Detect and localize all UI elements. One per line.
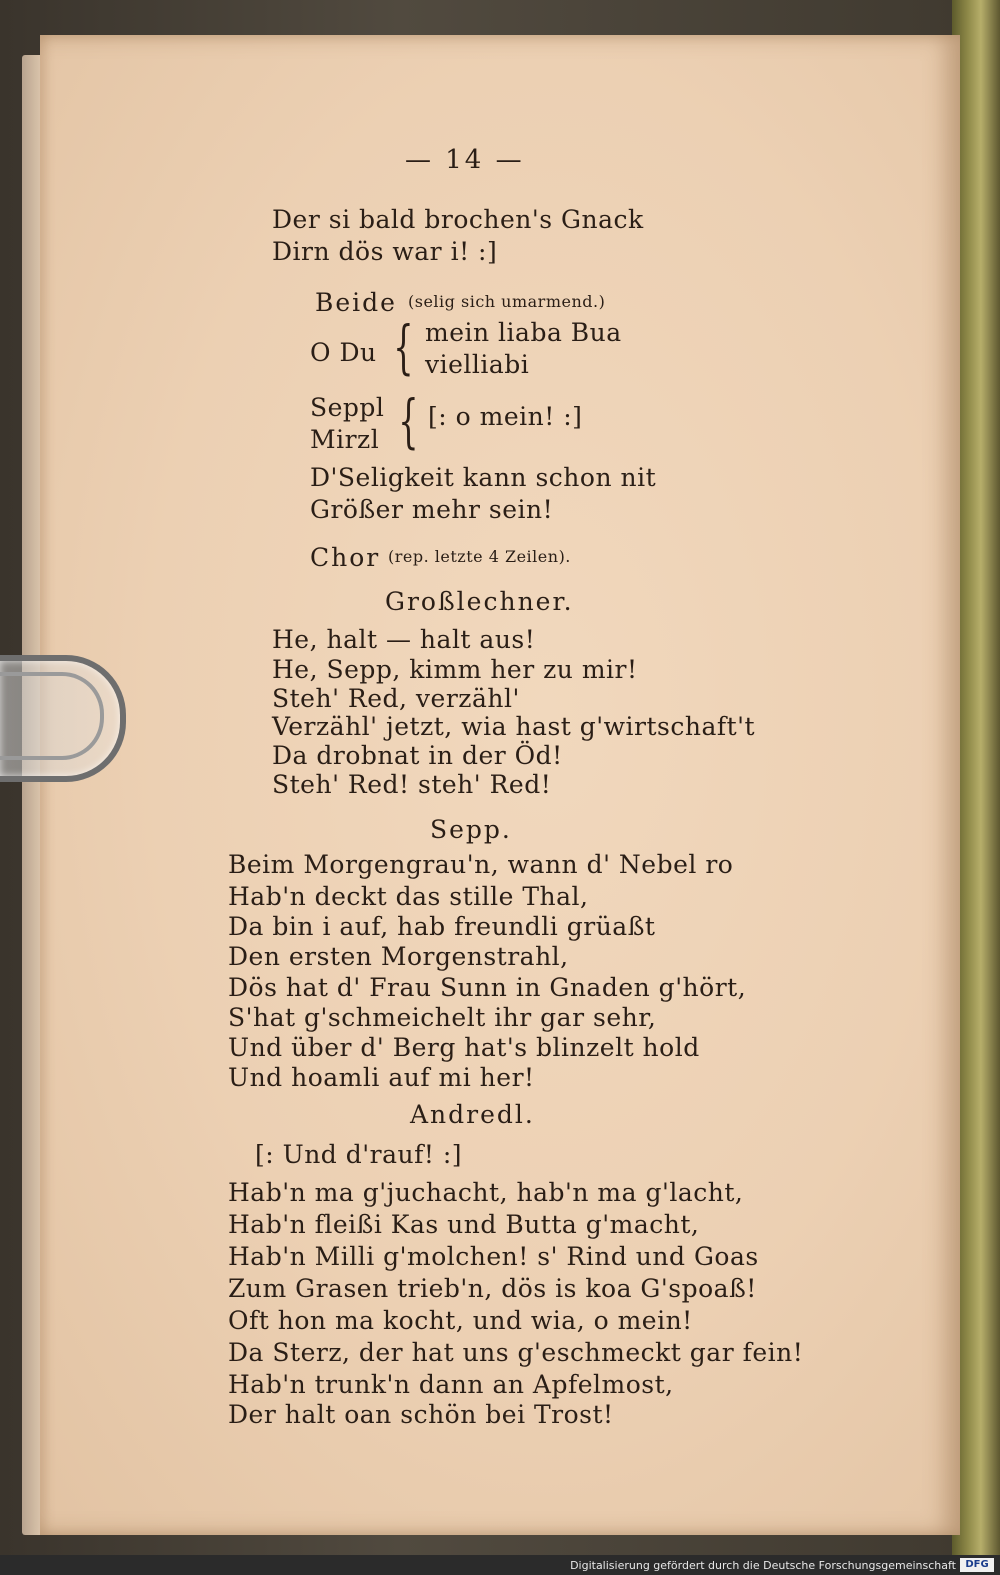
- verse-line: D'Seligkeit kann schon nit: [310, 463, 657, 492]
- verse-line: He, Sepp, kimm her zu mir!: [272, 655, 638, 684]
- verse-line: Und hoamli auf mi her!: [228, 1063, 535, 1092]
- verse-line: Dirn dös war i! :]: [272, 237, 498, 266]
- stage-direction: (selig sich umarmend.): [408, 292, 606, 311]
- speaker-name: Großlechner.: [385, 587, 574, 616]
- verse-line: Der si bald brochen's Gnack: [272, 205, 644, 234]
- verse-line: Hab'n ma g'juchacht, hab'n ma g'lacht,: [228, 1178, 744, 1207]
- footer-credit: Digitalisierung gefördert durch die Deutsche Forschungsgemeinschaft: [570, 1559, 956, 1572]
- verse-line: Beim Morgengrau'n, wann d' Nebel ro: [228, 850, 734, 879]
- verse-line: Den ersten Morgenstrahl,: [228, 942, 569, 971]
- verse-line: Hab'n deckt das stille Thal,: [228, 882, 589, 911]
- verse-line: Oft hon ma kocht, und wia, o mein!: [228, 1306, 693, 1335]
- dfg-logo: DFG: [960, 1558, 994, 1572]
- speaker-name: Sepp.: [430, 815, 512, 844]
- paper-clip-inner: [0, 672, 104, 760]
- verse-line: Da bin i auf, hab freundli grüaßt: [228, 912, 656, 941]
- verse-line: [: Und d'rauf! :]: [255, 1140, 462, 1169]
- verse-line: Hab'n Milli g'molchen! s' Rind und Goas: [228, 1242, 759, 1271]
- verse-line: Dös hat d' Frau Sunn in Gnaden g'hört,: [228, 973, 747, 1002]
- speaker-name: Mirzl: [310, 425, 380, 454]
- verse-line: Der halt oan schön bei Trost!: [228, 1400, 614, 1429]
- verse-option: mein liaba Bua: [425, 318, 622, 347]
- speaker-name: Beide: [315, 288, 397, 317]
- speaker-name: Chor: [310, 543, 381, 572]
- page-number: — 14 —: [405, 145, 525, 175]
- verse-line: S'hat g'schmeichelt ihr gar sehr,: [228, 1003, 657, 1032]
- verse-line: O Du: [310, 338, 377, 367]
- speaker-name: Seppl: [310, 393, 385, 422]
- verse-line: Und über d' Berg hat's blinzelt hold: [228, 1033, 700, 1062]
- verse-line: Hab'n trunk'n dann an Apfelmost,: [228, 1370, 674, 1399]
- verse-line: Steh' Red! steh' Red!: [272, 770, 552, 799]
- verse-line: Hab'n fleißi Kas und Butta g'macht,: [228, 1210, 700, 1239]
- stage-direction: (rep. letzte 4 Zeilen).: [388, 547, 571, 566]
- verse-line: Da drobnat in der Öd!: [272, 741, 563, 770]
- verse-line: Verzähl' jetzt, wia hast g'wirtschaft't: [272, 712, 756, 741]
- verse-line: Größer mehr sein!: [310, 495, 554, 524]
- curly-brace-icon: {: [393, 313, 414, 381]
- curly-brace-icon: {: [398, 387, 419, 455]
- verse-option: vielliabi: [425, 350, 530, 379]
- verse-line: Zum Grasen trieb'n, dös is koa G'spoaß!: [228, 1274, 757, 1303]
- verse-line: Da Sterz, der hat uns g'eschmeckt gar fein!: [228, 1338, 804, 1367]
- speaker-name: Andredl.: [410, 1100, 535, 1129]
- verse-line: Steh' Red, verzähl': [272, 684, 520, 713]
- verse-line: He, halt — halt aus!: [272, 625, 536, 654]
- verse-line: [: o mein! :]: [428, 402, 583, 431]
